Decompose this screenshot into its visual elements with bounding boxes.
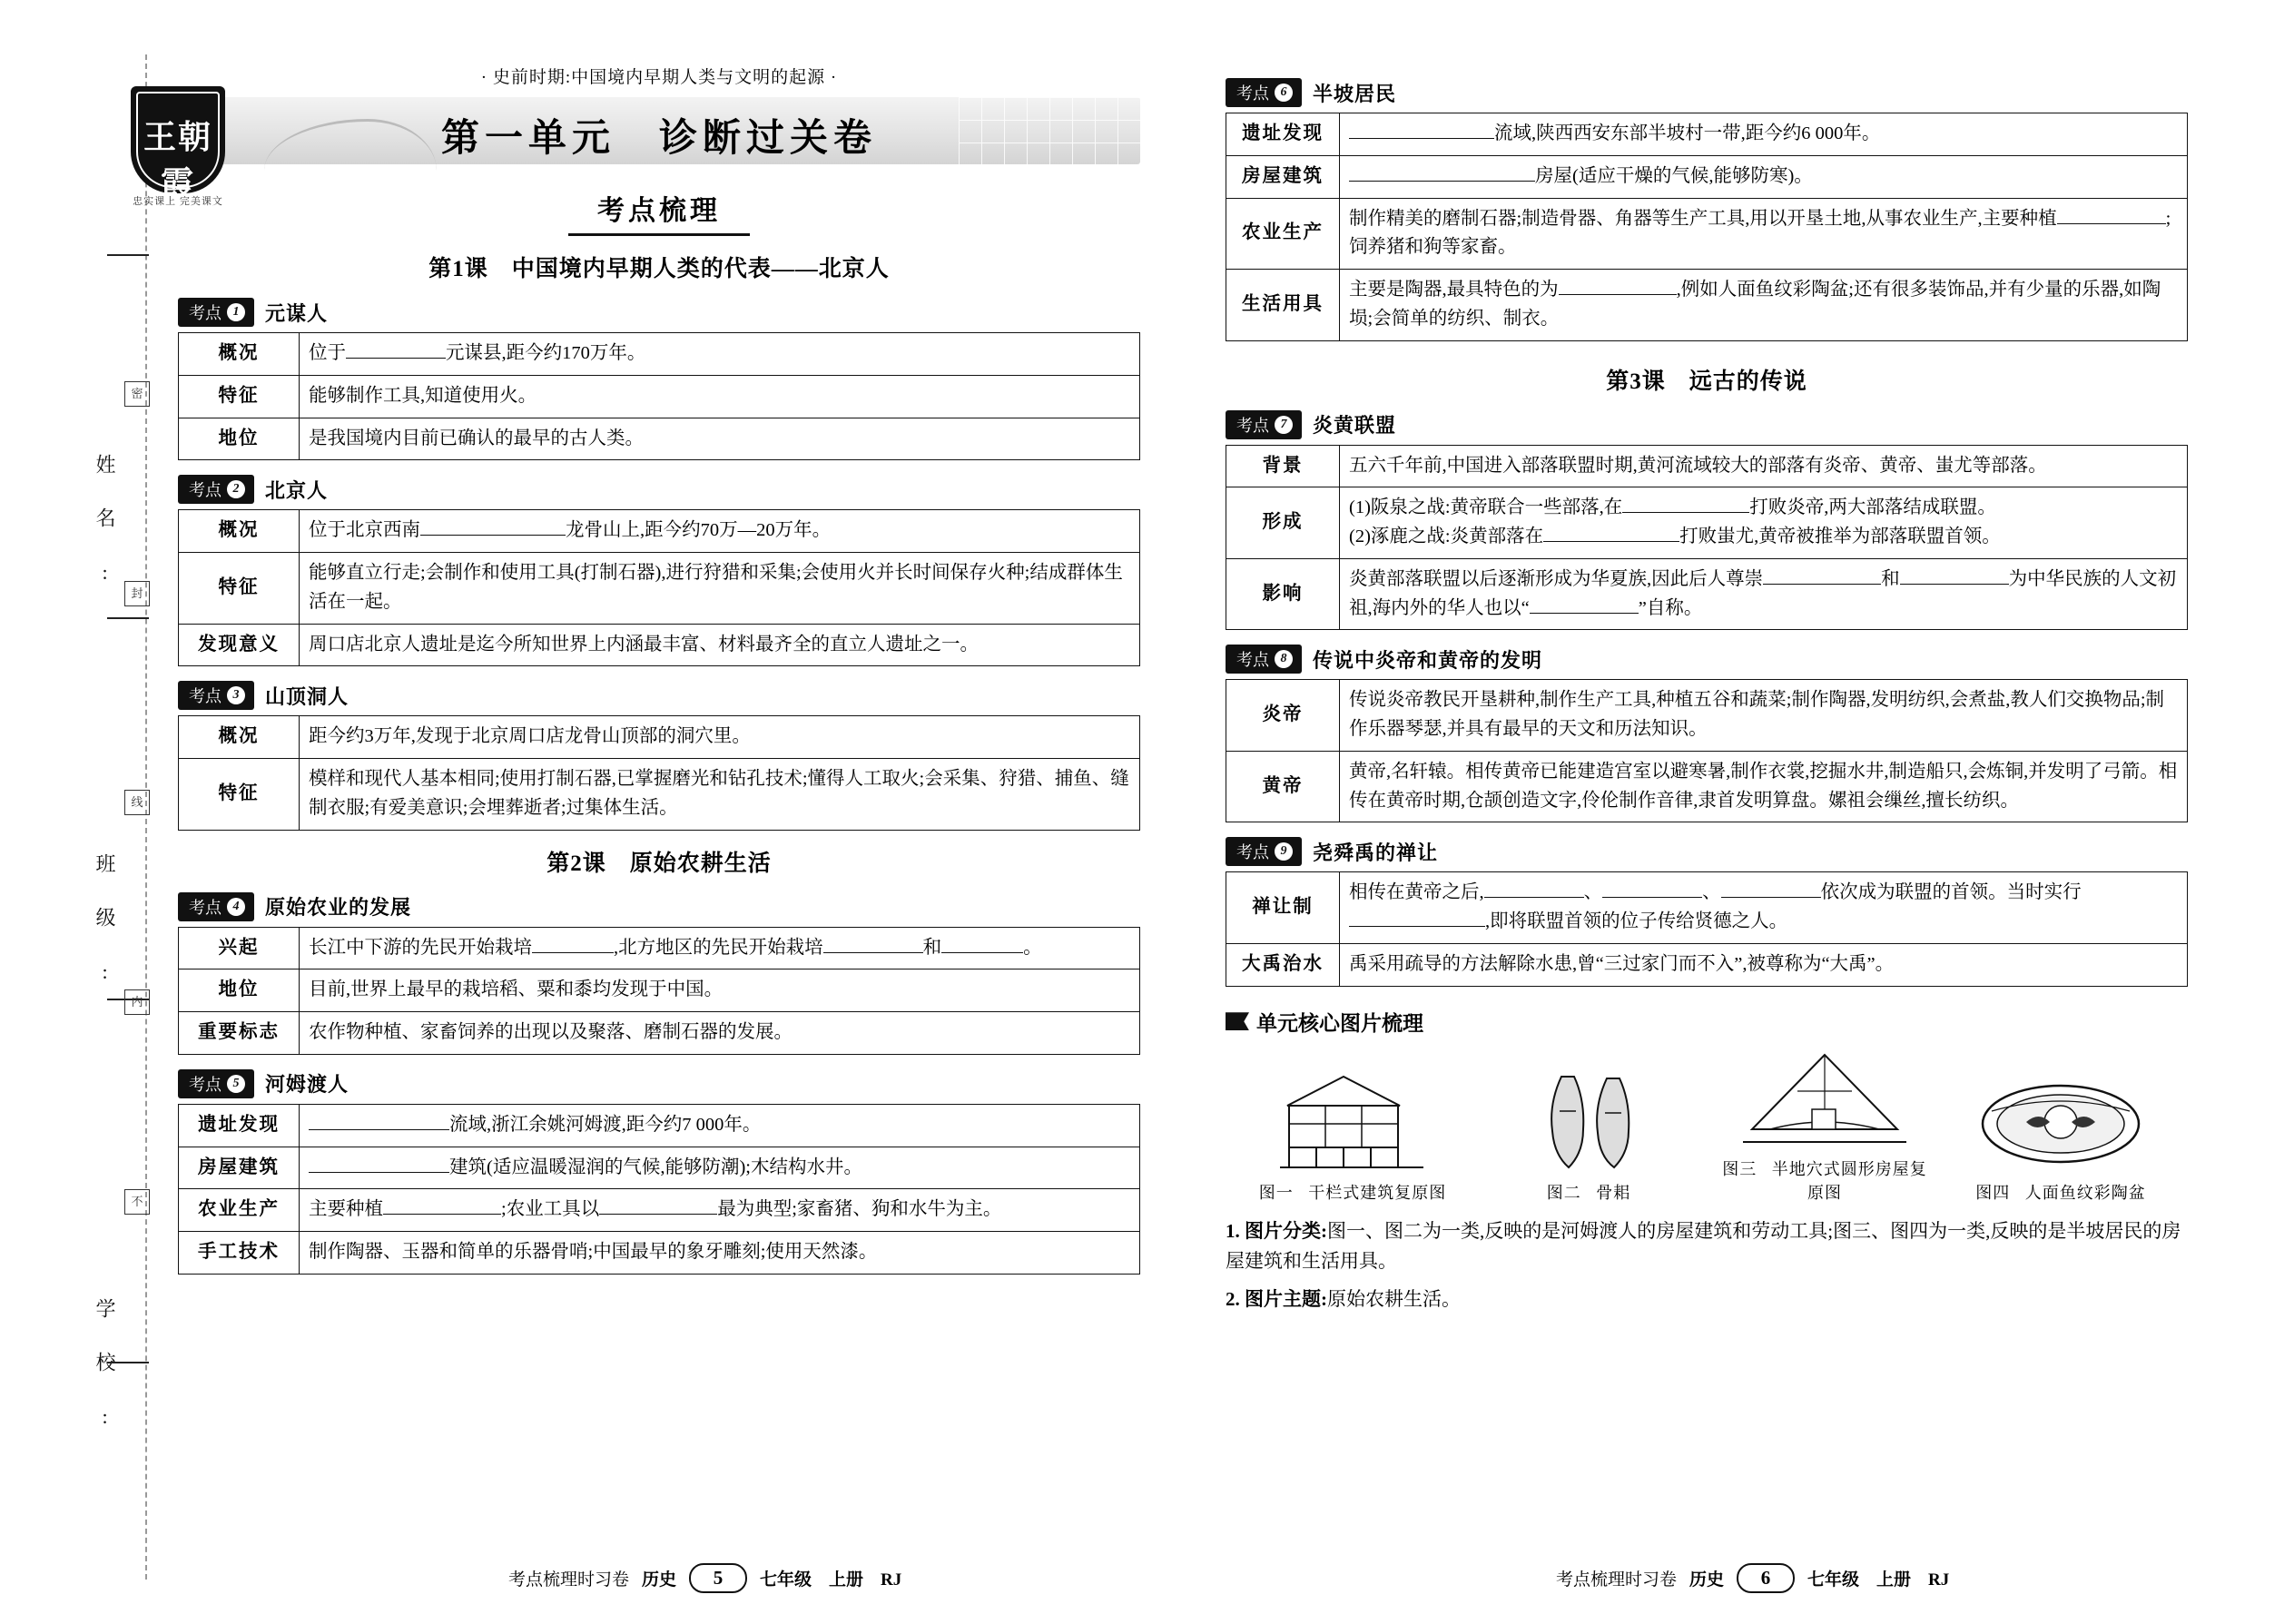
row-content bbox=[300, 624, 1140, 666]
row-content bbox=[1340, 270, 2188, 341]
point-tag-label: 考点 bbox=[189, 481, 222, 500]
point-tag-label: 考点 bbox=[1236, 84, 1269, 103]
cell-text: 元谋县,距今约170万年。 bbox=[446, 343, 646, 363]
row-header: 遗址发现 bbox=[179, 1104, 300, 1147]
cell-text: 位于 bbox=[309, 343, 346, 363]
cell-text: 周口店北京人遗址是迄今所知世界上内涵最丰富、材料最齐全的直立人遗址之一。 bbox=[309, 634, 979, 655]
cell-text: 龙骨山上,距今约70万—20万年。 bbox=[566, 520, 832, 541]
cell-text: 打败蚩尤,黄帝被推举为部落联盟首领。 bbox=[1679, 527, 2001, 547]
knowledge-point bbox=[178, 475, 1140, 666]
table-row bbox=[179, 553, 1140, 625]
table-row bbox=[179, 624, 1140, 666]
point-tag bbox=[1226, 645, 1302, 674]
knowledge-point bbox=[1226, 78, 2188, 341]
seal-box: 封 bbox=[124, 581, 150, 606]
fill-in-blank[interactable] bbox=[1602, 897, 1702, 898]
logo-subtitle: 忠实课上 完美课文 bbox=[133, 196, 223, 207]
point-title: 北京人 bbox=[265, 478, 329, 502]
gallery-item bbox=[1952, 1069, 2170, 1204]
footer-subject: 历史 bbox=[642, 1570, 677, 1590]
point-table bbox=[178, 927, 1140, 1055]
cell-text: 位于北京西南 bbox=[309, 520, 420, 541]
gallery-heading-text: 单元核心图片梳理 bbox=[1256, 1011, 1423, 1035]
gallery-notes bbox=[1226, 1216, 2188, 1315]
table-row bbox=[1226, 445, 2188, 487]
gallery-item bbox=[1244, 1069, 1462, 1204]
gallery-note bbox=[1226, 1284, 2188, 1315]
cell-text: (2)涿鹿之战:炎黄部落在 bbox=[1349, 527, 1544, 547]
knowledge-point bbox=[1226, 410, 2188, 631]
cell-text: ;饲养猪和狗等家畜。 bbox=[1349, 208, 2171, 258]
row-header: 特征 bbox=[179, 375, 300, 418]
image-gallery bbox=[1226, 1042, 2188, 1204]
note-number: 1. bbox=[1226, 1219, 1240, 1242]
cell-text: 依次成为联盟的首领。当时实行 bbox=[1820, 882, 2082, 903]
knowledge-point bbox=[178, 892, 1140, 1055]
point-number: 5 bbox=[227, 1075, 245, 1093]
table-row bbox=[179, 418, 1140, 460]
note-label: 图片分类: bbox=[1245, 1219, 1327, 1242]
cell-text: 炎黄部落联盟以后逐渐形成为华夏族,因此后人尊崇 bbox=[1349, 568, 1764, 589]
row-header: 房屋建筑 bbox=[1226, 155, 1340, 198]
fill-in-blank[interactable] bbox=[383, 1214, 501, 1215]
row-header: 特征 bbox=[179, 759, 300, 831]
table-row bbox=[179, 1012, 1140, 1055]
fill-in-blank[interactable] bbox=[420, 535, 566, 536]
table-row bbox=[1226, 487, 2188, 559]
cell-text: ,北方地区的先民开始栽培 bbox=[614, 937, 823, 958]
gallery-item bbox=[1480, 1069, 1698, 1204]
fill-in-blank[interactable] bbox=[1559, 294, 1677, 295]
row-content bbox=[300, 375, 1140, 418]
row-header: 禅让制 bbox=[1226, 872, 1340, 944]
row-content bbox=[1340, 445, 2188, 487]
point-title: 河姆渡人 bbox=[265, 1073, 350, 1097]
footer-label: 考点梳理时习卷 bbox=[508, 1570, 630, 1590]
cell-text: ,即将联盟首领的位子传给贤德之人。 bbox=[1485, 911, 1788, 932]
row-header: 重要标志 bbox=[179, 1012, 300, 1055]
point-tag bbox=[178, 892, 254, 921]
fill-in-blank[interactable] bbox=[532, 952, 614, 953]
fill-in-blank[interactable] bbox=[309, 1129, 449, 1130]
fill-in-blank[interactable] bbox=[1622, 512, 1749, 513]
point-tag-label: 考点 bbox=[1236, 416, 1269, 435]
row-header: 地位 bbox=[179, 969, 300, 1012]
cell-text: ”自称。 bbox=[1638, 597, 1703, 618]
row-content bbox=[1340, 155, 2188, 198]
fill-in-blank[interactable] bbox=[1543, 541, 1679, 542]
lesson-3-title: 第3课 远古的传说 bbox=[1606, 369, 1807, 394]
fill-in-blank[interactable] bbox=[1349, 926, 1485, 927]
cell-text: 传说炎帝教民开垦耕种,制作生产工具,种植五谷和蔬菜;制作陶器,发明纺织,会煮盐,教人们交换物品;制作乐器琴瑟,并具有最早的天文和历法知识。 bbox=[1349, 690, 2165, 740]
cell-text: 能够直立行走;会制作和使用工具(打制石器),进行狩猎和采集;会使用火并长时间保存火种;结成群体生活在一起。 bbox=[309, 563, 1123, 612]
margin-tick bbox=[107, 254, 149, 256]
fold-dashed-line bbox=[145, 54, 147, 1580]
seal-box: 内 bbox=[124, 989, 150, 1015]
point-title: 半坡居民 bbox=[1313, 82, 1397, 105]
cell-text: 是我国境内目前已确认的最早的古人类。 bbox=[309, 428, 644, 448]
point-table bbox=[178, 1104, 1140, 1275]
point-number: 2 bbox=[227, 480, 245, 498]
row-header: 地位 bbox=[179, 418, 300, 460]
table-row bbox=[1226, 155, 2188, 198]
row-content bbox=[300, 553, 1140, 625]
gallery-caption-text: 半地穴式圆形房屋复原图 bbox=[1771, 1159, 1927, 1202]
row-header: 影响 bbox=[1226, 558, 1340, 630]
bone-spade-icon bbox=[1480, 1069, 1698, 1175]
row-content bbox=[1340, 751, 2188, 822]
lesson-2-title: 第2课 原始农耕生活 bbox=[546, 851, 772, 876]
knowledge-point bbox=[178, 681, 1140, 830]
point-tag bbox=[178, 298, 254, 327]
point-title: 原始农业的发展 bbox=[265, 896, 412, 920]
point-header bbox=[178, 1069, 1140, 1098]
point-table bbox=[178, 332, 1140, 460]
row-content bbox=[300, 333, 1140, 376]
row-content bbox=[300, 1189, 1140, 1232]
cell-text: 农作物种植、家畜饲养的出现以及聚落、磨制石器的发展。 bbox=[309, 1022, 793, 1043]
cell-text: 距今约3万年,发现于北京周口店龙骨山顶部的洞穴里。 bbox=[309, 726, 751, 747]
point-tag bbox=[178, 1069, 254, 1098]
right-column bbox=[1226, 64, 2188, 1323]
table-row bbox=[1226, 113, 2188, 156]
page-number: 6 bbox=[1737, 1563, 1795, 1593]
point-number: 8 bbox=[1275, 650, 1293, 668]
point-tag-label: 考点 bbox=[189, 687, 222, 706]
row-header: 概况 bbox=[179, 333, 300, 376]
point-number: 9 bbox=[1275, 842, 1293, 861]
gallery-caption bbox=[1716, 1156, 1934, 1204]
note-number: 2. bbox=[1226, 1287, 1240, 1310]
margin-tick bbox=[107, 617, 149, 619]
gallery-label: 图三 bbox=[1722, 1159, 1757, 1178]
table-row bbox=[1226, 270, 2188, 341]
cell-text: 主要是陶器,最具特色的为 bbox=[1349, 280, 1559, 300]
point-title: 尧舜禹的禅让 bbox=[1313, 841, 1439, 864]
cell-text: 能够制作工具,知道使用火。 bbox=[309, 385, 537, 406]
row-header: 特征 bbox=[179, 553, 300, 625]
cell-text: 为中华民族的人文初祖,海内外的华人也以“ bbox=[1349, 568, 2177, 618]
cell-text: 目前,世界上最早的栽培稻、粟和黍均发现于中国。 bbox=[309, 979, 724, 1000]
point-header bbox=[1226, 78, 2188, 107]
row-content bbox=[300, 1147, 1140, 1189]
page-title: 第一单元 诊断过关卷 bbox=[440, 118, 877, 160]
row-header: 农业生产 bbox=[1226, 198, 1340, 270]
gallery-caption-text: 骨耜 bbox=[1596, 1183, 1631, 1202]
knowledge-point bbox=[178, 1069, 1140, 1275]
section-heading-text: 考点梳理 bbox=[597, 196, 721, 226]
point-number: 3 bbox=[227, 686, 245, 704]
point-tag bbox=[1226, 410, 1302, 439]
row-content bbox=[300, 510, 1140, 553]
gallery-caption-text: 人面鱼纹彩陶盆 bbox=[2024, 1183, 2146, 1202]
seal-box: 不 bbox=[124, 1189, 150, 1215]
note-text: 图一、图二为一类,反映的是河姆渡人的房屋建筑和劳动工具;图三、图四为一类,反映的是半坡居民的房屋建筑和生活用具。 bbox=[1226, 1219, 2181, 1273]
table-row bbox=[179, 333, 1140, 376]
right-points-container-b bbox=[1226, 410, 2188, 987]
row-header: 生活用具 bbox=[1226, 270, 1340, 341]
row-content bbox=[1340, 944, 2188, 987]
gallery-heading bbox=[1226, 1007, 2188, 1037]
footer-subject: 历史 bbox=[1689, 1570, 1725, 1590]
cell-text: 打败炎帝,两大部落结成联盟。 bbox=[1749, 497, 1996, 518]
point-title: 元谋人 bbox=[265, 301, 329, 325]
point-tag-label: 考点 bbox=[1236, 651, 1269, 670]
point-number: 1 bbox=[227, 303, 245, 321]
row-header: 大禹治水 bbox=[1226, 944, 1340, 987]
fill-in-blank[interactable] bbox=[599, 1214, 717, 1215]
unit-banner bbox=[133, 97, 1140, 207]
row-header: 手工技术 bbox=[179, 1232, 300, 1275]
row-content bbox=[1340, 198, 2188, 270]
point-number: 6 bbox=[1275, 84, 1293, 102]
point-table bbox=[178, 509, 1140, 666]
cell-text: 。 bbox=[1023, 937, 1042, 958]
note-text: 原始农耕生活。 bbox=[1327, 1287, 1461, 1310]
gallery-label: 图四 bbox=[1975, 1183, 2011, 1202]
table-row bbox=[179, 759, 1140, 831]
row-header: 发现意义 bbox=[179, 624, 300, 666]
row-content bbox=[300, 927, 1140, 969]
row-content bbox=[300, 716, 1140, 759]
row-header: 背景 bbox=[1226, 445, 1340, 487]
name-label: 姓 名 : bbox=[94, 454, 116, 589]
table-row bbox=[179, 375, 1140, 418]
point-table bbox=[1226, 679, 2188, 822]
section-underline bbox=[568, 233, 750, 236]
point-number: 7 bbox=[1275, 416, 1293, 434]
fill-in-blank[interactable] bbox=[941, 952, 1023, 953]
table-row bbox=[1226, 872, 2188, 944]
fill-in-blank[interactable] bbox=[2057, 223, 2166, 224]
point-table bbox=[178, 715, 1140, 830]
point-header bbox=[178, 298, 1140, 327]
gallery-caption-text: 干栏式建筑复原图 bbox=[1308, 1183, 1447, 1202]
cell-text: 五六千年前,中国进入部落联盟时期,黄河流域较大的部落有炎帝、黄帝、蚩尤等部落。 bbox=[1349, 455, 2047, 476]
knowledge-point bbox=[1226, 645, 2188, 822]
gallery-caption bbox=[1244, 1180, 1462, 1204]
point-tag bbox=[178, 681, 254, 710]
table-row bbox=[1226, 198, 2188, 270]
fill-in-blank[interactable] bbox=[823, 952, 923, 953]
knowledge-point bbox=[178, 298, 1140, 460]
point-title: 传说中炎帝和黄帝的发明 bbox=[1313, 648, 1543, 672]
point-tag bbox=[178, 475, 254, 504]
footer-grade: 七年级 上册 RJ bbox=[760, 1570, 902, 1590]
point-header bbox=[1226, 645, 2188, 674]
point-tag-label: 考点 bbox=[189, 304, 222, 322]
row-content bbox=[300, 759, 1140, 831]
pit-house-icon bbox=[1716, 1046, 1934, 1151]
row-content bbox=[300, 418, 1140, 460]
table-row bbox=[179, 510, 1140, 553]
point-table bbox=[1226, 113, 2188, 341]
point-tag-label: 考点 bbox=[189, 898, 222, 917]
table-row bbox=[179, 1147, 1140, 1189]
row-content bbox=[1340, 872, 2188, 944]
cell-text: 制作陶器、玉器和简单的乐器骨哨;中国最早的象牙雕刻;使用天然漆。 bbox=[309, 1242, 878, 1263]
row-content bbox=[1340, 680, 2188, 752]
table-row bbox=[179, 716, 1140, 759]
fill-in-blank[interactable] bbox=[1349, 181, 1535, 182]
flag-icon bbox=[1226, 1012, 1249, 1030]
point-tag-label: 考点 bbox=[189, 1075, 222, 1094]
table-row bbox=[1226, 751, 2188, 822]
row-header: 炎帝 bbox=[1226, 680, 1340, 752]
row-header: 遗址发现 bbox=[1226, 113, 1340, 156]
point-number: 4 bbox=[227, 898, 245, 916]
logo-text: 王朝霞 bbox=[143, 119, 212, 202]
fill-in-blank[interactable] bbox=[1484, 897, 1584, 898]
gallery-caption bbox=[1480, 1180, 1698, 1204]
row-header: 形成 bbox=[1226, 487, 1340, 559]
knowledge-point bbox=[1226, 837, 2188, 986]
point-tag-label: 考点 bbox=[1236, 843, 1269, 862]
footer-label: 考点梳理时习卷 bbox=[1556, 1570, 1678, 1590]
point-title: 山顶洞人 bbox=[265, 684, 350, 708]
row-header: 农业生产 bbox=[179, 1189, 300, 1232]
cell-text: 和 bbox=[922, 937, 942, 958]
class-label: 班 级 : bbox=[94, 853, 116, 989]
table-row bbox=[1226, 680, 2188, 752]
gallery-label: 图一 bbox=[1258, 1183, 1294, 1202]
breadcrumb: · 史前时期:中国境内早期人类与文明的起源 · bbox=[480, 68, 838, 87]
school-label: 学 校 : bbox=[94, 1298, 116, 1433]
point-title: 炎黄联盟 bbox=[1313, 414, 1397, 438]
table-row bbox=[179, 927, 1140, 969]
table-row bbox=[179, 1189, 1140, 1232]
cell-text: 流域,浙江余姚河姆渡,距今约7 000年。 bbox=[449, 1114, 762, 1135]
cell-text: ,例如人面鱼纹彩陶盆;还有很多装饰品,并有少量的乐器,如陶埙;会简单的纺织、制衣。 bbox=[1349, 280, 2161, 329]
row-content bbox=[300, 1012, 1140, 1055]
row-header: 概况 bbox=[179, 716, 300, 759]
seal-box: 线 bbox=[124, 790, 150, 815]
cell-text: 、 bbox=[1702, 882, 1721, 903]
cell-text: 和 bbox=[1881, 568, 1900, 589]
cell-text: 制作精美的磨制石器;制造骨器、角器等生产工具,用以开垦土地,从事农业生产,主要种植 bbox=[1349, 208, 2057, 229]
point-header bbox=[178, 475, 1140, 504]
point-header bbox=[178, 892, 1140, 921]
fill-in-blank[interactable] bbox=[309, 1172, 449, 1173]
cell-text: 黄帝,名轩辕。相传黄帝已能建造宫室以避寒暑,制作衣裳,挖掘水井,制造船只,会炼铜,并发明了弓箭。相传在黄帝时期,仓颉创造文字,伶伦制作音律,隶首发明算盘。嫘祖会缫丝,擅长纺织。 bbox=[1349, 761, 2178, 811]
cell-text: 模样和现代人基本相同;使用打制石器,已掌握磨光和钻孔技术;懂得人工取火;会采集、狩猎、捕鱼、缝制衣服;有爱美意识;会埋葬逝者;过集体生活。 bbox=[309, 769, 1129, 818]
row-content bbox=[300, 969, 1140, 1012]
fill-in-blank[interactable] bbox=[1900, 584, 2009, 585]
point-tag bbox=[1226, 78, 1302, 107]
point-header bbox=[178, 681, 1140, 710]
row-header: 兴起 bbox=[179, 927, 300, 969]
point-header bbox=[1226, 410, 2188, 439]
gallery-note bbox=[1226, 1216, 2188, 1277]
cell-text: 最为典型;家畜猪、狗和水牛为主。 bbox=[717, 1199, 1002, 1220]
fill-in-blank[interactable] bbox=[1721, 897, 1821, 898]
footer-right bbox=[1556, 1563, 1949, 1593]
row-content bbox=[1340, 487, 2188, 559]
cell-text: ;农业工具以 bbox=[501, 1199, 600, 1220]
cell-text: 主要种植 bbox=[309, 1199, 383, 1220]
footer-grade: 七年级 上册 RJ bbox=[1807, 1570, 1950, 1590]
cell-text: 建筑(适应温暖湿润的气候,能够防潮);木结构水井。 bbox=[449, 1156, 862, 1177]
fill-in-blank[interactable] bbox=[1763, 584, 1881, 585]
right-points-container-a bbox=[1226, 78, 2188, 341]
row-content bbox=[1340, 113, 2188, 156]
table-row bbox=[179, 1232, 1140, 1275]
painted-pottery-basin-icon bbox=[1952, 1069, 2170, 1175]
note-label: 图片主题: bbox=[1245, 1287, 1327, 1310]
section-heading bbox=[178, 188, 1140, 236]
gallery-item bbox=[1716, 1046, 1934, 1204]
lesson-1-title: 第1课 中国境内早期人类的代表——北京人 bbox=[428, 257, 890, 281]
cell-text: 禹采用疏导的方法解除水患,曾“三过家门而不入”,被尊称为“大禹”。 bbox=[1349, 954, 1895, 975]
fill-in-blank[interactable] bbox=[346, 358, 446, 359]
margin-tick bbox=[107, 1362, 149, 1363]
row-header: 黄帝 bbox=[1226, 751, 1340, 822]
fill-in-blank[interactable] bbox=[1349, 138, 1494, 139]
page-number: 5 bbox=[689, 1563, 747, 1593]
point-table bbox=[1226, 871, 2188, 986]
table-row bbox=[1226, 558, 2188, 630]
footer-left bbox=[508, 1563, 901, 1593]
row-content bbox=[300, 1104, 1140, 1147]
left-points-container bbox=[178, 298, 1140, 1275]
cell-text: 长江中下游的先民开始栽培 bbox=[309, 937, 532, 958]
table-row bbox=[1226, 944, 2188, 987]
gallery-caption bbox=[1952, 1180, 2170, 1204]
row-header: 房屋建筑 bbox=[179, 1147, 300, 1189]
cell-text: 、 bbox=[1583, 882, 1603, 903]
row-content bbox=[1340, 558, 2188, 630]
seal-box: 密 bbox=[124, 381, 150, 407]
cell-text: 相传在黄帝之后, bbox=[1349, 882, 1484, 903]
row-content bbox=[300, 1232, 1140, 1275]
stilt-house-icon bbox=[1244, 1069, 1462, 1175]
cell-text: 房屋(适应干燥的气候,能够防寒)。 bbox=[1535, 165, 1813, 186]
point-table bbox=[1226, 445, 2188, 631]
left-column bbox=[133, 64, 1140, 1275]
cell-text: 流域,陕西西安东部半坡村一带,距今约6 000年。 bbox=[1494, 123, 1881, 143]
table-row bbox=[179, 1104, 1140, 1147]
table-row bbox=[179, 969, 1140, 1012]
point-tag bbox=[1226, 837, 1302, 866]
point-header bbox=[1226, 837, 2188, 866]
fill-in-blank[interactable] bbox=[1530, 613, 1639, 614]
cell-text: (1)阪泉之战:黄帝联合一些部落,在 bbox=[1349, 497, 1623, 518]
row-header: 概况 bbox=[179, 510, 300, 553]
gallery-label: 图二 bbox=[1546, 1183, 1581, 1202]
